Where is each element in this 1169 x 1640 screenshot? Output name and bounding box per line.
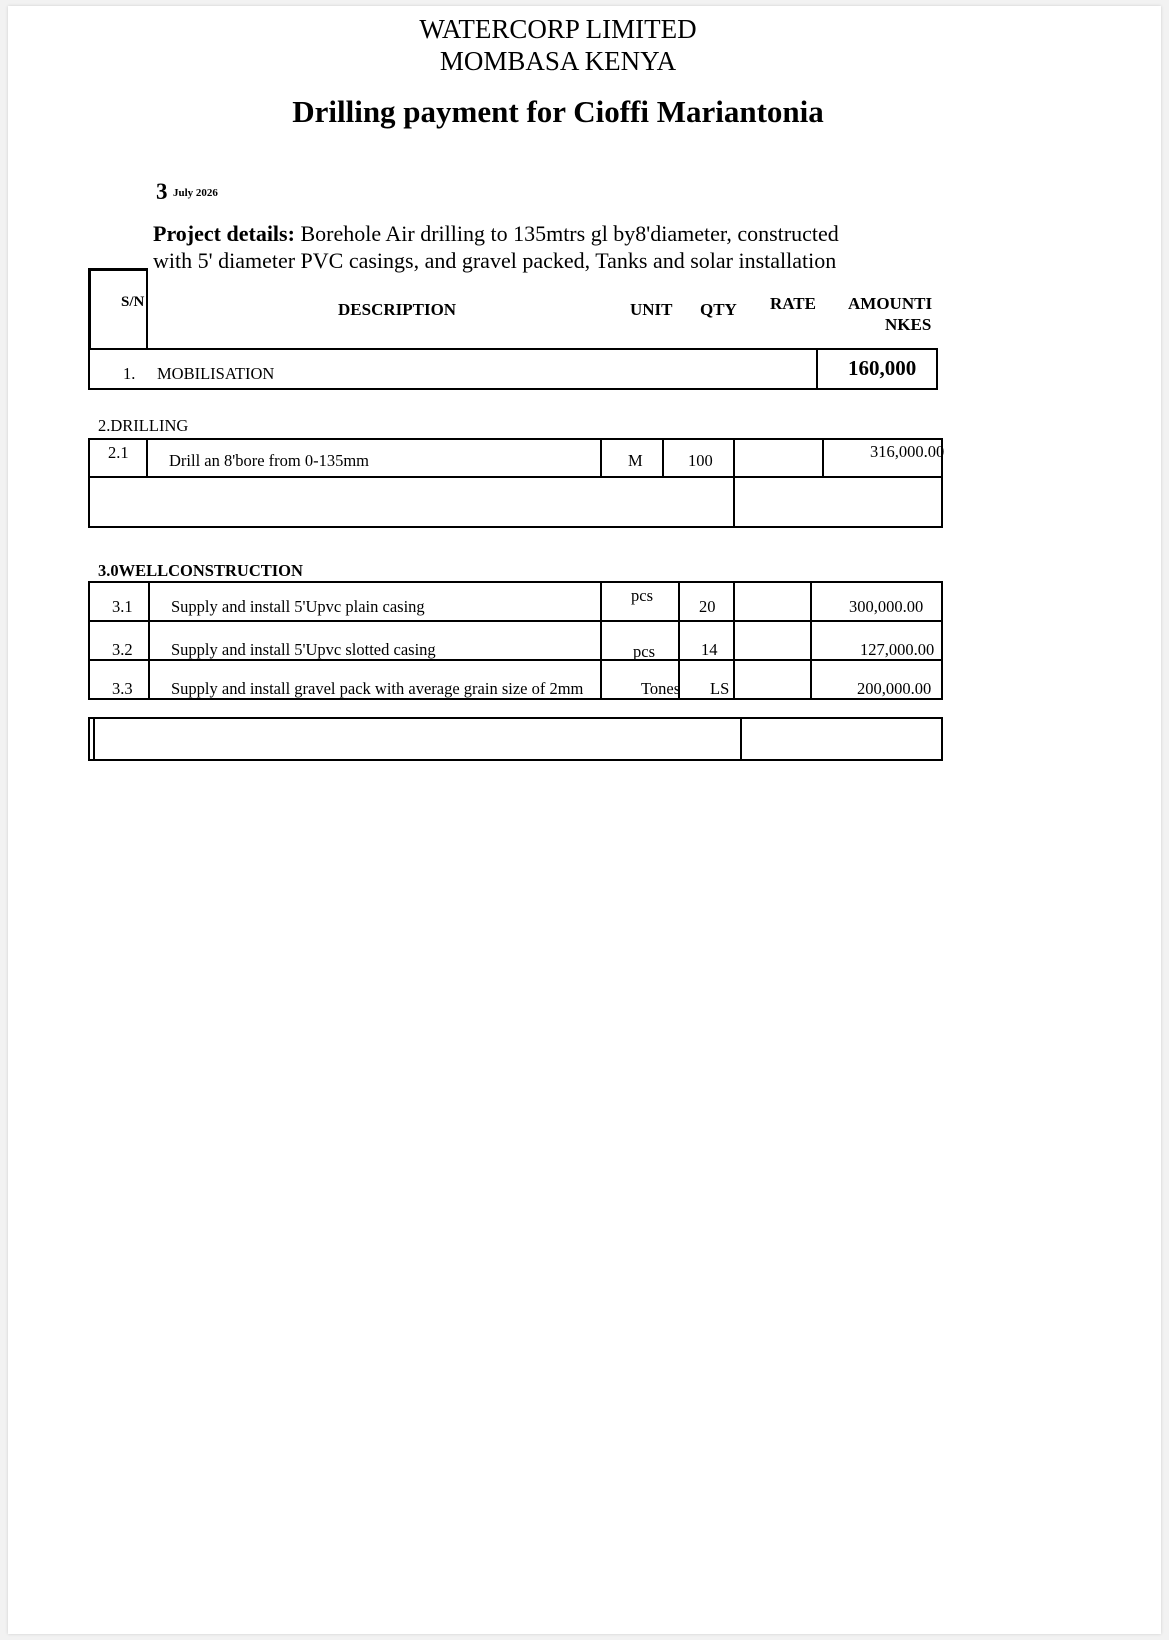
- project-details-text1: Borehole Air drilling to 135mtrs gl by8'diameter, constructed: [294, 221, 839, 246]
- drilling-row-amount: 316,000.00: [870, 442, 945, 461]
- header-sn: S/N: [121, 294, 145, 310]
- document-page: [8, 6, 1161, 1634]
- row-description: Supply and install 5'Upvc plain casing: [171, 597, 425, 616]
- header-amount-line1: AMOUNTI: [848, 294, 933, 313]
- drilling-row-description: Drill an 8'bore from 0-135mm: [169, 451, 370, 470]
- drilling-section-title: 2.DRILLING: [98, 416, 189, 435]
- company-location: MOMBASA KENYA: [439, 46, 677, 76]
- project-details-line2: with 5' diameter PVC casings, and gravel packed, Tanks and solar installation: [153, 248, 837, 273]
- header-amount-line2: NKES: [885, 315, 932, 334]
- row-amount: 127,000.00: [860, 640, 935, 659]
- header-rate: RATE: [770, 294, 816, 313]
- row-qty: 20: [699, 597, 716, 616]
- well-construction-section-title: 3.0WELLCONSTRUCTION: [98, 561, 303, 580]
- drilling-row-qty: 100: [688, 451, 713, 470]
- document-title: Drilling payment for Cioffi Mariantonia: [292, 94, 824, 129]
- row-sn: 3.3: [112, 679, 133, 698]
- date-month-year: July 2026: [173, 187, 218, 199]
- company-name: WATERCORP LIMITED: [419, 14, 697, 44]
- header-unit: UNIT: [630, 300, 673, 319]
- mobilisation-description: MOBILISATION: [157, 364, 275, 383]
- row-amount: 200,000.00: [857, 679, 932, 698]
- row-qty: LS: [710, 679, 730, 698]
- row-description: Supply and install gravel pack with average grain size of 2mm: [171, 679, 584, 698]
- drilling-row-sn: 2.1: [108, 443, 129, 462]
- row-unit: Tones: [641, 679, 681, 698]
- row-description: Supply and install 5'Upvc slotted casing: [171, 640, 436, 659]
- project-details-line1: [153, 221, 839, 247]
- row-qty: 14: [701, 640, 718, 659]
- row-amount: 300,000.00: [849, 597, 924, 616]
- header-description: DESCRIPTION: [338, 300, 457, 319]
- row-sn: 3.2: [112, 640, 133, 659]
- date-day: 3: [156, 179, 168, 204]
- row-unit: pcs: [633, 642, 655, 661]
- mobilisation-amount: 160,000: [848, 356, 917, 380]
- row-unit: pcs: [631, 586, 653, 605]
- project-details-label: Project details:: [153, 221, 295, 246]
- drilling-row-unit: M: [628, 451, 643, 470]
- mobilisation-sn: 1.: [123, 364, 136, 383]
- row-sn: 3.1: [112, 597, 133, 616]
- header-qty: QTY: [700, 300, 737, 319]
